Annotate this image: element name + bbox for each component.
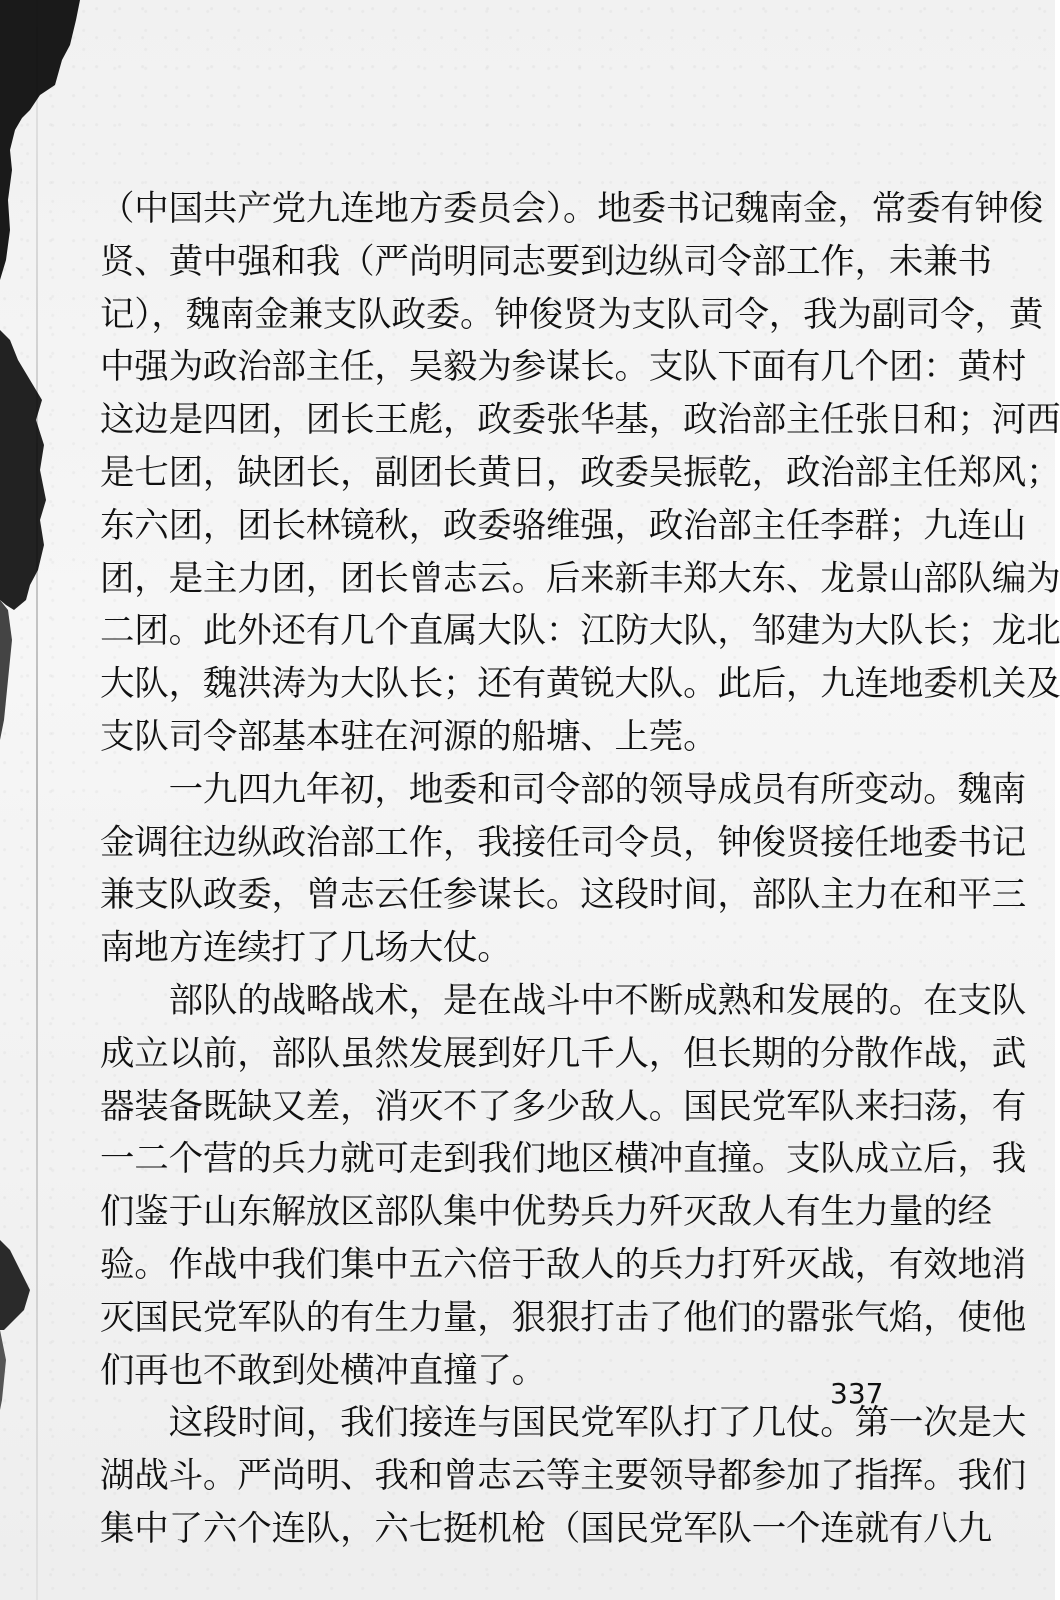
- text-line: 这边是四团，团长王彪，政委张华基，政治部主任张日和；河西: [100, 400, 1060, 441]
- text-line: 记），魏南金兼支队政委。钟俊贤为支队司令，我为副司令，黄: [100, 294, 1044, 335]
- text-line: 成立以前，部队虽然发展到好几千人，但长期的分散作战，武: [100, 1033, 1027, 1074]
- text-line: 湖战斗。严尚明、我和曾志云等主要领导都参加了指挥。我们: [100, 1456, 1027, 1497]
- text-line: 一二个营的兵力就可走到我们地区横冲直撞。支队成立后，我: [100, 1139, 1027, 1180]
- text-line: 中强为政治部主任，吴毅为参谋长。支队下面有几个团：黄村: [100, 347, 1027, 388]
- text-line: 是七团，缺团长，副团长黄日，政委吴振乾，政治部主任郑风；: [100, 452, 1060, 493]
- text-line: 灭国民党军队的有生力量，狠狠打击了他们的嚣张气焰，使他: [100, 1297, 1027, 1338]
- text-line: 这段时间，我们接连与国民党军队打了几仗。第一次是大: [100, 1403, 1027, 1444]
- text-line: 大队，魏洪涛为大队长；还有黄锐大队。此后，九连地委机关及: [100, 664, 1060, 705]
- page-number: 337: [830, 1377, 884, 1410]
- text-line: 们鉴于山东解放区部队集中优势兵力歼灭敌人有生力量的经: [100, 1192, 992, 1233]
- text-line: 金调往边纵政治部工作，我接任司令员，钟俊贤接任地委书记: [100, 822, 1027, 863]
- text-line: 兼支队政委，曾志云任参谋长。这段时间，部队主力在和平三: [100, 875, 1027, 916]
- text-line: 支队司令部基本驻在河源的船塘、上莞。: [100, 716, 718, 757]
- text-line: （中国共产党九连地方委员会）。地委书记魏南金，常委有钟俊: [100, 189, 1044, 229]
- text-line: 二团。此外还有几个直属大队：江防大队，邹建为大队长；龙北: [100, 611, 1060, 652]
- text-line: 东六团，团长林镜秋，政委骆维强，政治部主任李群；九连山: [100, 505, 1027, 546]
- text-line: 们再也不敢到处横冲直撞了。: [100, 1350, 546, 1391]
- text-line: 验。作战中我们集中五六倍于敌人的兵力打歼灭战，有效地消: [100, 1244, 1027, 1285]
- body-text: [100, 183, 1060, 1556]
- text-line: 集中了六个连队，六七挺机枪（国民党军队一个连就有八九: [100, 1508, 992, 1549]
- text-line: 团，是主力团，团长曾志云。后来新丰郑大东、龙景山部队编为: [100, 558, 1060, 599]
- text-line: 南地方连续打了几场大仗。: [100, 928, 512, 969]
- torn-page-edge: [0, 0, 90, 1600]
- text-line: 贤、黄中强和我（严尚明同志要到边纵司令部工作，未兼书: [100, 241, 992, 282]
- text-line: 一九四九年初，地委和司令部的领导成员有所变动。魏南: [100, 769, 1027, 810]
- text-line: 器装备既缺又差，消灭不了多少敌人。国民党军队来扫荡，有: [100, 1086, 1027, 1127]
- text-line: 部队的战略战术，是在战斗中不断成熟和发展的。在支队: [100, 980, 1027, 1021]
- page-gutter: [36, 0, 38, 1600]
